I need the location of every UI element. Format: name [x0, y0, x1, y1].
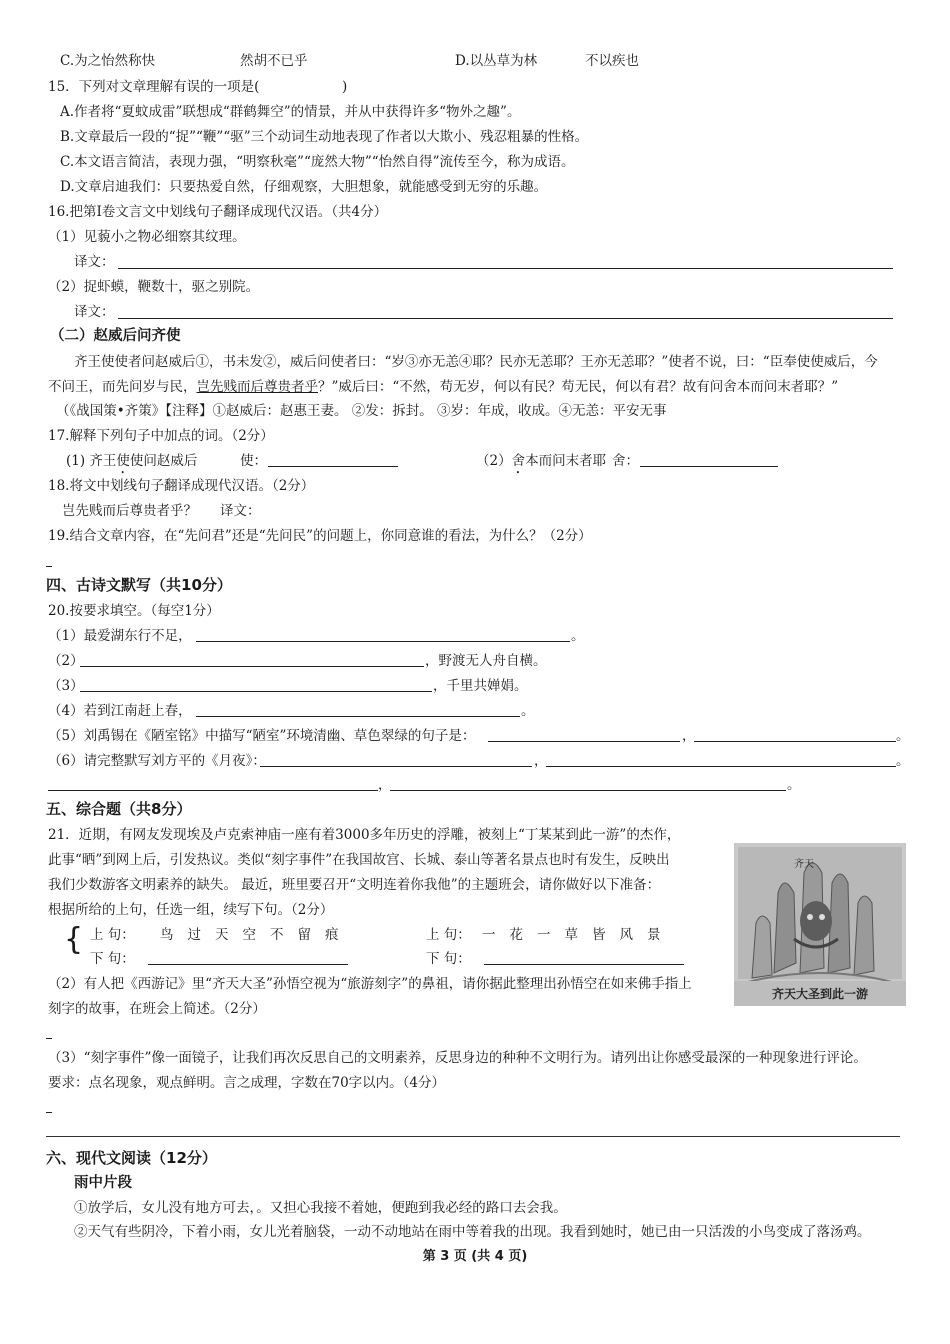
- q16-sentence-1: （1）见藐小之物必细察其纹理。: [48, 229, 246, 245]
- q16-sentence-2: （2）捉虾蟆，鞭数十，驱之别院。: [48, 279, 260, 295]
- q17-item-2-pre: （2）: [476, 453, 512, 469]
- q21-2-answer-mark: [46, 1038, 52, 1039]
- q20-line-5-text: （5）刘禹锡在《陋室铭》中描写“陋室”环境清幽、草色翠绿的句子是：: [48, 728, 476, 744]
- q21-3-line-2: 要求：点名现象，观点鲜明。言之成理，字数在70字以内。（4分）: [48, 1075, 446, 1091]
- couplet-1-shangju-label: 上 句：: [90, 927, 135, 943]
- q21-3-answer-mark: [46, 1112, 52, 1113]
- q20-blank-6c[interactable]: [48, 790, 378, 791]
- couplet-2-shangju-label: 上 句：: [426, 927, 471, 943]
- q21-text-line-1: 21．近期，有网友发现埃及卢克索神庙一座有着3000多年历史的浮雕，被刻上“丁某某到此一游”的杰作，: [48, 827, 681, 843]
- q20-line-6-comma: ，: [534, 753, 548, 769]
- q16-answer-line-1[interactable]: [118, 268, 893, 269]
- passage2-text-b: ？”威后曰：“不然，苟无岁，何以有民？苟无民，何以有君？故有问舍本而问末者耶？”: [318, 379, 839, 395]
- q21-2-line-2: 刻字的故事，在班会上简述。（2分）: [48, 1001, 266, 1017]
- carving-label: 齐天: [794, 859, 814, 870]
- couplet-brace: {: [64, 922, 84, 957]
- q14-option-c-pair: 然胡不已乎: [240, 53, 308, 69]
- q17-answer-line-2[interactable]: [640, 466, 778, 467]
- q15-option-b: B.文章最后一段的“捉”“鞭”“驱”三个动词生动地表现了作者以大欺小、残忍粗暴的性格。: [60, 129, 589, 145]
- q19-stem: 19.结合文章内容，在“先问君”还是“先问民”的问题上，你同意谁的看法，为什么？（2分）: [48, 528, 592, 544]
- passage2-title: （二）赵威后问齐使: [50, 328, 181, 344]
- q18-yiwen-label: 译文：: [220, 503, 261, 519]
- q20-line-5-period: 。: [896, 728, 910, 744]
- q21-3-line-1: （3）“刻字事件”像一面镜子，让我们再次反思自己的文明素养，反思身边的种种不文明行为。请列出让你感受最深的一种现象进行评论。: [48, 1050, 867, 1066]
- q20-blank-6b[interactable]: [546, 766, 896, 767]
- couplet-1-answer-line[interactable]: [148, 964, 348, 965]
- q17-item-1-dotted-word: 使: [116, 453, 130, 469]
- q20-line-4-text: （4）若到江南赶上春，: [48, 703, 192, 719]
- passage2-underlined-sentence: 岂先贱而后尊贵者乎: [196, 379, 318, 395]
- q20-blank-1[interactable]: [196, 641, 570, 642]
- q20-blank-5a[interactable]: [488, 741, 680, 742]
- q21-text-line-4: 根据所给的上句，任选一组，续写下句。（2分）: [48, 902, 334, 918]
- q17-item-2-word: 舍：: [612, 453, 639, 469]
- couplet-2-answer-line[interactable]: [484, 964, 684, 965]
- q20-line-4-end: 。: [521, 703, 535, 719]
- passage2-text-a: 不问王，而先问岁与民，: [48, 379, 197, 395]
- couplet-2-xiaju-label: 下 句：: [426, 951, 471, 967]
- section-divider: [46, 1136, 900, 1137]
- q15-option-d: D.文章启迪我们：只要热爱自然，仔细观察，大胆想象，就能感受到无穷的乐趣。: [60, 179, 548, 195]
- q17-stem: 17.解释下列句子中加点的词。（2分）: [48, 428, 274, 444]
- q17-item-1-post: 使问赵威后: [129, 453, 198, 469]
- q20-line-7-comma: ，: [378, 777, 392, 793]
- q15-stem: 15．下列对文章理解有误的一项是(: [48, 79, 260, 95]
- q20-blank-4[interactable]: [196, 716, 520, 717]
- q17-item-1-pre: (1) 齐王: [66, 453, 117, 469]
- q20-line-6-text: （6）请完整默写刘方平的《月夜》：: [48, 753, 266, 769]
- q18-stem: 18.将文中划线句子翻译成现代汉语。（2分）: [48, 478, 315, 494]
- q14-option-d-pair: 不以疾也: [585, 53, 639, 69]
- page-footer: 第 3 页 (共 4 页): [422, 1249, 528, 1264]
- q17-answer-line-1[interactable]: [268, 466, 398, 467]
- q17-item-2-dotted-word: 舍: [511, 453, 526, 469]
- q19-answer-mark: [46, 566, 52, 567]
- couplet-1-xiaju-label: 下 句：: [90, 951, 135, 967]
- q21-text-line-2: 此事“晒”到网上后，引发热议。类似“刻字事件”在我国故宫、长城、泰山等著名景点也时有发生，反映出: [48, 852, 670, 868]
- q21-2-line-1: （2）有人把《西游记》里“齐天大圣”孙悟空视为“旅游刻字”的鼻祖，请你据此整理出孙悟空在如来佛手指上: [48, 976, 692, 992]
- q20-blank-6a[interactable]: [260, 766, 532, 767]
- q20-line-3-end: ，千里共婵娟。: [433, 678, 528, 694]
- monkey-king-carving-image: [734, 843, 906, 1006]
- q17-item-2: [476, 452, 606, 477]
- q20-stem: 20.按要求填空。（每空1分）: [48, 603, 220, 619]
- q20-line-2-pre: （2）: [48, 653, 84, 669]
- q17-item-2-post: 本而问末者耶: [525, 453, 607, 469]
- q20-line-2-end: ，野渡无人舟自横。: [425, 653, 547, 669]
- q20-line-7-period: 。: [787, 777, 801, 793]
- q20-blank-5b[interactable]: [694, 741, 896, 742]
- q16-stem: 16.把第Ⅰ卷文言文中划线句子翻译成现代汉语。（共4分）: [48, 204, 388, 220]
- q14-option-c: C.为之怡然称快: [60, 53, 156, 69]
- q15-option-a: A.作者将“夏蚊成雷”联想成“群鹤舞空”的情景，并从中获得许多“物外之趣”。: [60, 104, 521, 120]
- q17-item-1: [66, 452, 197, 477]
- q15-stem-close: ): [342, 79, 348, 95]
- carving-caption: 齐天大圣到此一游: [771, 987, 868, 1001]
- section6-title: 六、现代文阅读（12分）: [46, 1149, 217, 1167]
- passage2-note: （《战国策•齐策》【注释】①赵威后：赵惠王妻。 ②发：拆封。 ③岁：年成，收成。④无恙：平安无事: [56, 403, 667, 419]
- q20-line-1-end: 。: [571, 628, 585, 644]
- q20-line-1-text: （1）最爱湖东行不足，: [48, 628, 192, 644]
- q16-answer-line-2[interactable]: [118, 318, 893, 319]
- passage3-paragraph-1: ①放学后，女儿没有地方可去，。又担心我接不着她，便跑到我必经的路口去会我。: [74, 1200, 567, 1216]
- q20-blank-3[interactable]: [80, 691, 432, 692]
- passage3-title: 雨中片段: [74, 1175, 132, 1191]
- q20-blank-6d[interactable]: [390, 790, 786, 791]
- couplet-2-shangju: 一花一草皆风景: [482, 927, 675, 943]
- q20-blank-2[interactable]: [80, 666, 424, 667]
- q17-item-1-word: 使：: [240, 453, 267, 469]
- q15-option-c: C.本文语言简洁，表现力强，“明察秋毫”“庞然大物”“怡然自得”流传至今，称为成语。: [60, 154, 575, 170]
- q14-option-d: D.以丛草为林: [455, 53, 538, 69]
- passage2-paragraph-line-1: 齐王使使者问赵威后①，书未发②，威后问使者曰：“岁③亦无恙④耶？民亦无恙耶？王亦无恙耶？”使者不说，曰：“臣奉使使威后，今: [74, 354, 878, 370]
- q20-line-3-pre: （3）: [48, 678, 84, 694]
- couplet-1-shangju: 鸟过天空不留痕: [160, 927, 353, 943]
- section5-title: 五、综合题（共8分）: [46, 800, 192, 818]
- section4-title: 四、古诗文默写（共10分）: [46, 576, 232, 594]
- passage2-paragraph-line-2: [48, 378, 838, 396]
- q20-line-6-period: 。: [896, 753, 910, 769]
- q18-sentence: 岂先贱而后尊贵者乎？: [62, 503, 197, 519]
- q16-yiwen-1-label: 译文：: [74, 254, 115, 270]
- q16-yiwen-2-label: 译文：: [74, 304, 115, 320]
- passage3-paragraph-2: ②天气有些阴冷，下着小雨，女儿光着脑袋，一动不动地站在雨中等着我的出现。我看到她时，她已由一只活泼的小鸟变成了落汤鸡。: [74, 1224, 871, 1240]
- carving-illustration: [734, 843, 906, 1006]
- q20-line-5-comma: ，: [682, 728, 696, 744]
- q21-text-line-3: 我们少数游客文明素养的缺失。 最近，班里要召开“文明连着你我他”的主题班会，请你做好以下准备：: [48, 877, 661, 893]
